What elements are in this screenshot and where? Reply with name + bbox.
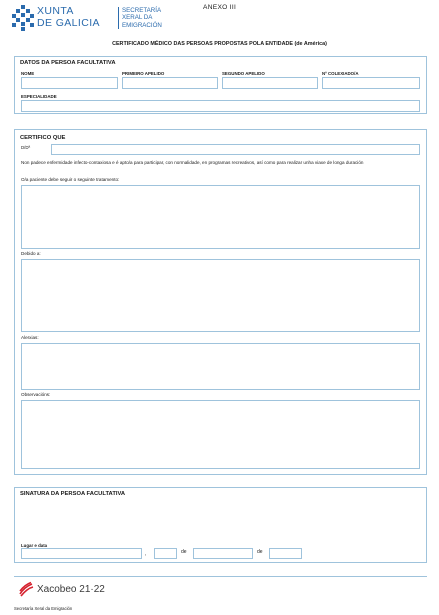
- department-line-2: XERAL DA: [122, 14, 153, 22]
- logo-divider: [118, 7, 119, 29]
- document-title: CERTIFICADO MÉDICO DAS PERSOAS PROPOSTAS POLA ENTIDADE (de América): [112, 41, 327, 47]
- galicia-emblem-icon: [12, 5, 34, 31]
- doctor-data-section: [14, 56, 427, 114]
- day-field[interactable]: [154, 548, 177, 559]
- signature-section: [14, 487, 427, 563]
- first-surname-field[interactable]: [122, 77, 218, 89]
- due-to-label: Debido a:: [21, 251, 41, 256]
- place-field[interactable]: [21, 548, 142, 559]
- xacobeo-logo: [15, 578, 165, 602]
- specialty-label: ESPECIALIDADE: [21, 94, 57, 99]
- second-surname-label: SEGUNDO APELIDO: [222, 71, 265, 76]
- footer-divider: [14, 576, 427, 577]
- patient-name-field[interactable]: [51, 144, 420, 155]
- specialty-field[interactable]: [21, 100, 420, 112]
- doctor-section-title: DATOS DA PERSOA FACULTATIVA: [20, 60, 116, 66]
- department-line-1: SECRETARÍA: [122, 7, 162, 14]
- treatment-textarea[interactable]: [21, 185, 420, 249]
- year-field[interactable]: [269, 548, 302, 559]
- due-to-textarea[interactable]: [21, 259, 420, 332]
- second-surname-field[interactable]: [222, 77, 318, 89]
- department-name: [122, 7, 162, 29]
- observations-textarea[interactable]: [21, 400, 420, 469]
- observations-label: Observacións:: [21, 392, 51, 397]
- name-field[interactable]: [21, 77, 118, 89]
- place-date-label: Lugar e data: [21, 543, 48, 548]
- patient-name-label: D/Dª: [21, 145, 31, 150]
- certify-section: [14, 129, 427, 475]
- name-label: NOME: [21, 71, 35, 76]
- department-line-3: EMIGRACIÓN: [122, 21, 162, 29]
- footer-organization: Secretaría Xeral da Emigración: [14, 606, 73, 611]
- allergies-textarea[interactable]: [21, 343, 420, 390]
- xunta-line-2: DE GALICIA: [37, 16, 100, 29]
- allergies-label: Alerxias:: [21, 335, 39, 340]
- de-separator-1: de: [181, 549, 187, 555]
- xunta-logo: [12, 5, 182, 31]
- signature-section-title: SINATURA DA PERSOA FACULTATIVA: [20, 491, 126, 497]
- de-separator-2: de: [257, 549, 263, 555]
- first-surname-label: PRIMEIRO APELIDO: [122, 71, 165, 76]
- comma-separator: ,: [145, 551, 147, 557]
- month-field[interactable]: [193, 548, 253, 559]
- certify-section-title: CERTIFICO QUE: [20, 135, 66, 141]
- xacobeo-wordmark: Xacobeo 21·22: [37, 584, 105, 595]
- license-number-label: Nº COLEXIADO/A: [322, 71, 359, 76]
- fitness-statement: Non padece enfermidade infecto-contaxiosa e é apto/a para participar, con normalidade, en programas recreativos, así como para realizar unha viaxe de longa duración: [21, 160, 364, 165]
- xacobeo-emblem-icon: [18, 581, 34, 597]
- annex-label: ANEXO III: [203, 4, 237, 11]
- license-number-field[interactable]: [322, 77, 420, 89]
- xunta-line-1: XUNTA: [37, 5, 74, 17]
- xunta-wordmark: [37, 6, 100, 29]
- treatment-label: O/a paciente debe seguir o seguinte tratamento:: [21, 177, 120, 182]
